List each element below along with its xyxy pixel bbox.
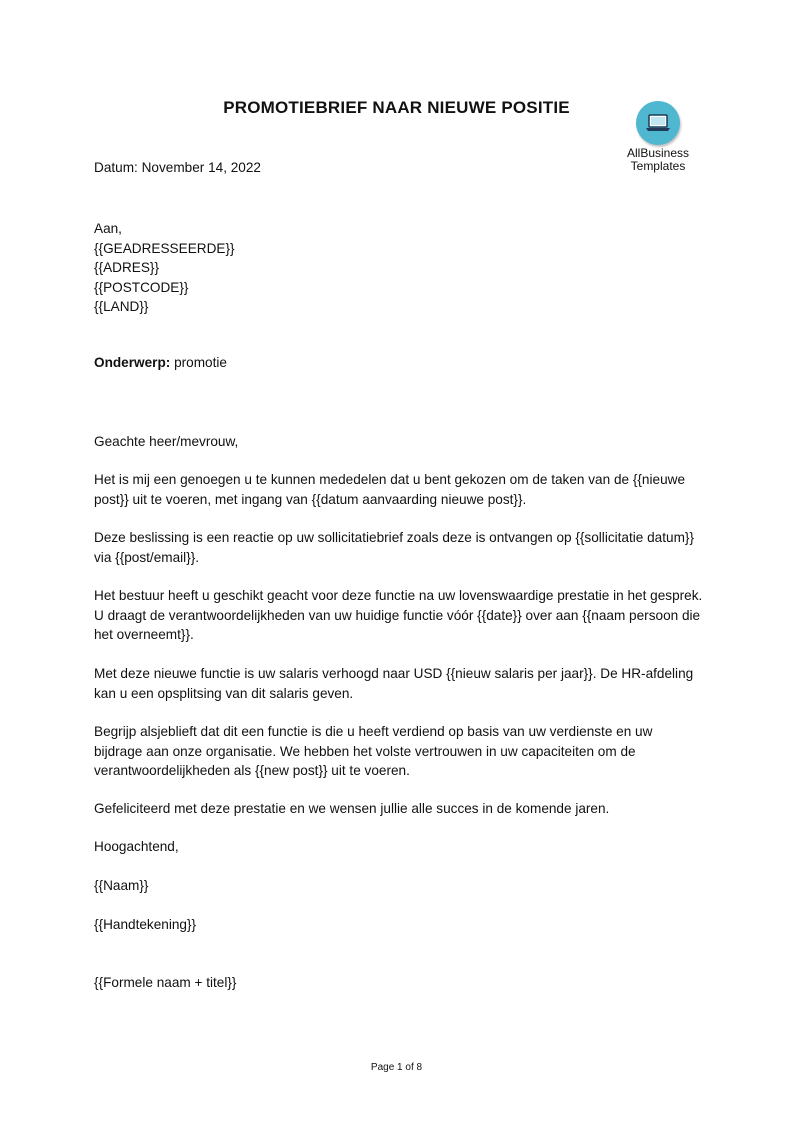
address-placeholder: {{ADRES}} [94, 260, 159, 275]
paragraph-line: Gefeliciteerd met deze prestatie en we wensen jullie alle succes in de komende jaren. [94, 801, 610, 816]
paragraph-1 [94, 470, 685, 509]
logo-text-line1: AllBusiness [626, 146, 690, 160]
paragraph-5 [94, 722, 652, 781]
subject-label: Onderwerp: [94, 355, 171, 370]
signature-placeholder: {{Handtekening}} [94, 917, 197, 932]
paragraph-3 [94, 586, 702, 645]
paragraph-line: kan u een opsplitsing van dit salaris geven. [94, 685, 354, 701]
paragraph-6 [94, 799, 609, 819]
paragraph-line: post}} uit te voeren, met ingang van {{datum aanvaarding nieuwe post}}. [94, 491, 527, 507]
subject-value: promotie [170, 355, 227, 370]
company-logo [618, 101, 698, 173]
laptop-icon [646, 113, 670, 133]
logo-text-line2: Templates [630, 159, 686, 173]
paragraph-line: Het bestuur heeft u geschikt geacht voor deze functie na uw lovenswaardige prestatie in het gesprek. [94, 588, 703, 603]
paragraph-line: Begrijp alsjeblieft dat dit een functie is die u heeft verdiend op basis van uw verdienste en uw [94, 724, 653, 739]
address-block [94, 219, 235, 317]
page-footer: Page 1 of 8 [370, 1062, 423, 1073]
paragraph-line: Deze beslissing is een reactie op uw sollicitatiebrief zoals deze is ontvangen op {{sollicitatie datum}} [94, 530, 694, 545]
name-placeholder: {{Naam}} [94, 878, 149, 893]
document-title: PROMOTIEBRIEF NAAR NIEUWE POSITIE [223, 98, 570, 117]
paragraph-line: via {{post/email}}. [94, 549, 200, 565]
addressee-placeholder: {{GEADRESSEERDE}} [94, 240, 235, 256]
country-placeholder: {{LAND}} [94, 299, 149, 314]
paragraph-4 [94, 664, 693, 703]
paragraph-line: Met deze nieuwe functie is uw salaris verhoogd naar USD {{nieuw salaris per jaar}}. De HR-afdeling [94, 666, 694, 681]
paragraph-line: U draagt de verantwoordelijkheden van uw huidige functie vóór {{date}} over aan {{naam persoon die [94, 607, 701, 623]
paragraph-2 [94, 528, 694, 567]
paragraph-line: bijdrage aan onze organisatie. We hebben het volste vertrouwen in uw capaciteiten om de [94, 743, 636, 759]
paragraph-line: verantwoordelijkheden als {{new post}} uit te voeren. [94, 763, 410, 778]
paragraph-line: het overneemt}}. [94, 627, 194, 642]
paragraph-line: Het is mij een genoegen u te kunnen mededelen dat u bent gekozen om de taken van de {{nieuwe [94, 472, 686, 487]
date-line: Datum: November 14, 2022 [94, 160, 261, 175]
postcode-placeholder: {{POSTCODE}} [94, 279, 189, 295]
subject-line [94, 353, 227, 373]
address-greeting: Aan, [94, 221, 122, 236]
formal-name-placeholder: {{Formele naam + titel}} [94, 975, 237, 990]
salutation: Geachte heer/mevrouw, [94, 434, 239, 449]
logo-circle [636, 101, 680, 145]
closing: Hoogachtend, [94, 839, 179, 854]
